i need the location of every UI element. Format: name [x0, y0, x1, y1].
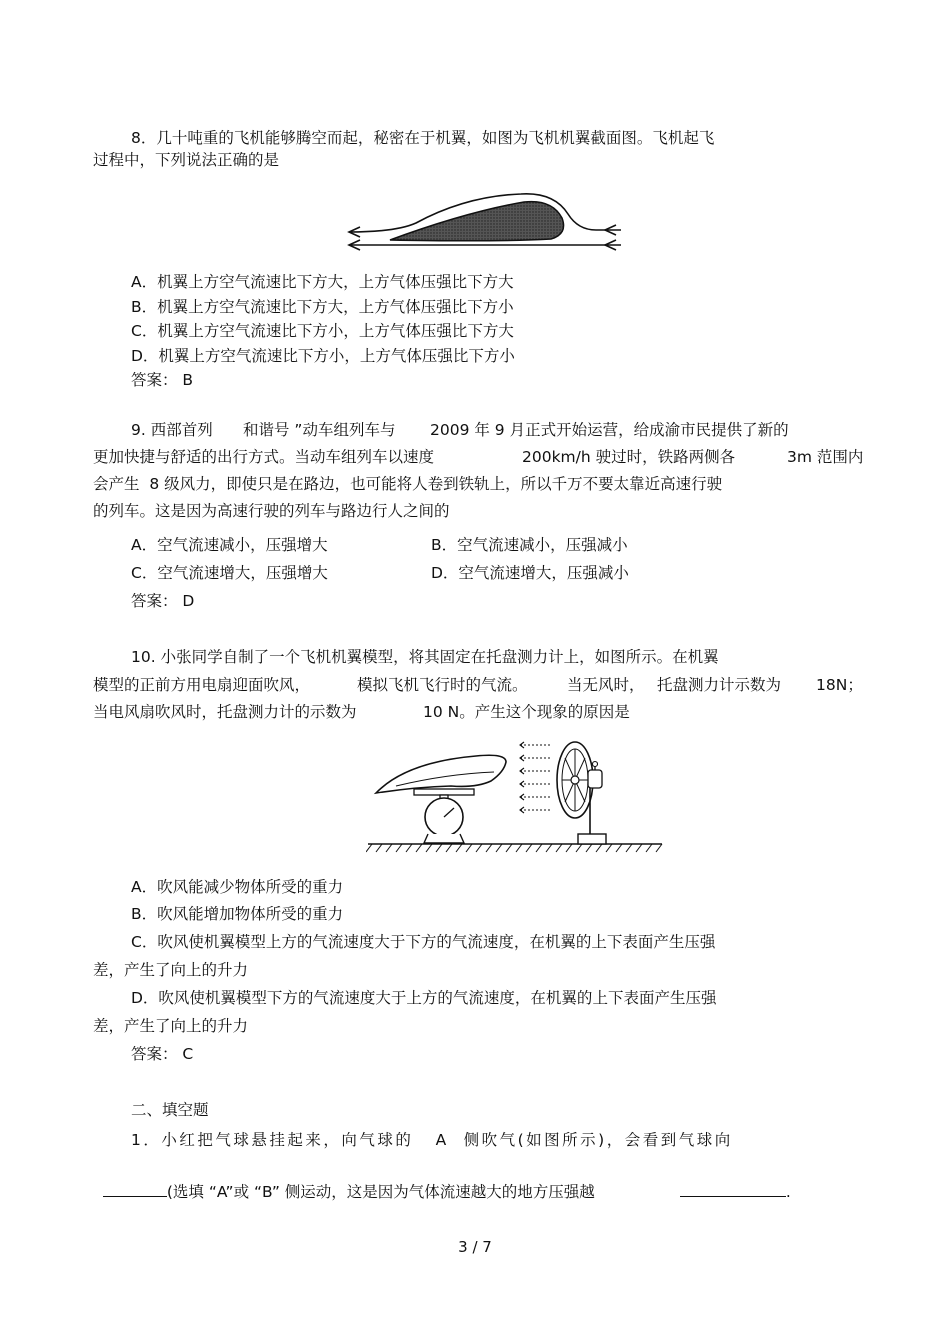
section-heading: 二、填空题 [131, 1101, 209, 1119]
wing-cross-section-figure [346, 178, 626, 260]
q9-option-c: C．空气流速增大，压强增大 [131, 564, 328, 582]
q9-line1-c: 2009 年 9 月正式开始运营，给成渝市民提供了新的 [430, 421, 789, 439]
fill-q1-line1: 1．小红把气球悬挂起来，向气球的 A 侧吹气(如图所示)，会看到气球向 [131, 1131, 733, 1149]
q9-line1-b: 和谐号 ”动车组列车与 [243, 421, 396, 439]
q10-line2-a: 模型的正前方用电扇迎面吹风， [93, 676, 311, 694]
q10-line2-d: 托盘测力计示数为 [657, 676, 782, 694]
q9-line2-c: 3m 范围内 [787, 448, 864, 466]
q10-option-a: A．吹风能减少物体所受的重力 [131, 878, 344, 896]
q9-option-a: A．空气流速减小，压强增大 [131, 536, 328, 554]
fill-q1-line2-text: (选填 “A”或 “B” 侧运动，这是因为气体流速越大的地方压强越 [166, 1183, 595, 1201]
q9-line1-a: 9. 西部首列 [131, 421, 213, 439]
q8-stem-line2: 过程中，下列说法正确的是 [93, 151, 280, 169]
q10-answer: 答案： C [131, 1045, 194, 1063]
q10-option-c-line2: 差，产生了向上的升力 [93, 961, 249, 979]
q8-answer: 答案： B [131, 371, 194, 389]
page-number: 3 / 7 [458, 1238, 492, 1256]
answer-blank-2[interactable] [680, 1180, 786, 1197]
q10-line1: 10. 小张同学自制了一个飞机机翼模型，将其固定在托盘测力计上，如图所示。在机翼 [131, 648, 719, 666]
q10-option-c-line1: C．吹风使机翼模型上方的气流速度大于下方的气流速度，在机翼的上下表面产生压强 [131, 933, 716, 951]
q9-line3: 会产生 8 级风力，即使只是在路边，也可能将人卷到铁轨上，所以千万不要太靠近高速行驶 [93, 475, 723, 493]
q10-line3-b: 10 N。产生这个现象的原因是 [423, 703, 630, 721]
q10-option-d-line2: 差，产生了向上的升力 [93, 1017, 249, 1035]
fill-q1-period: . [785, 1183, 791, 1201]
q9-line2-b: 200km/h 驶过时，铁路两侧各 [522, 448, 736, 466]
q10-line2-b: 模拟飞机飞行时的气流。 [357, 676, 528, 694]
q8-stem-line1: 8．几十吨重的飞机能够腾空而起，秘密在于机翼，如图为飞机机翼截面图。飞机起飞 [131, 129, 715, 147]
q9-answer: 答案： D [131, 592, 195, 610]
q9-option-b: B．空气流速减小，压强减小 [431, 536, 628, 554]
q10-option-d-line1: D．吹风使机翼模型下方的气流速度大于上方的气流速度，在机翼的上下表面产生压强 [131, 989, 717, 1007]
q8-option-a: A．机翼上方空气流速比下方大，上方气体压强比下方大 [131, 273, 514, 291]
fill-q1-line2-end [670, 1158, 791, 1203]
q9-option-d: D．空气流速增大，压强减小 [431, 564, 629, 582]
q9-line2-a: 更加快捷与舒适的出行方式。当动车组列车以速度 [93, 448, 435, 466]
q8-option-b: B．机翼上方空气流速比下方大，上方气体压强比下方小 [131, 298, 514, 316]
wing-model-scale-fan-figure [366, 738, 666, 858]
q10-line2-c: 当无风时， [567, 676, 645, 694]
q8-option-d: D．机翼上方空气流速比下方小，上方气体压强比下方小 [131, 347, 515, 365]
fill-q1-line2 [93, 1158, 595, 1203]
answer-blank-1[interactable] [103, 1180, 167, 1197]
q8-option-c: C．机翼上方空气流速比下方小，上方气体压强比下方大 [131, 322, 514, 340]
q10-option-b: B．吹风能增加物体所受的重力 [131, 905, 344, 923]
q10-line3-a: 当电风扇吹风时，托盘测力计的示数为 [93, 703, 357, 721]
q9-line4: 的列车。这是因为高速行驶的列车与路边行人之间的 [93, 502, 450, 520]
q10-line2-e: 18N； [816, 676, 863, 694]
